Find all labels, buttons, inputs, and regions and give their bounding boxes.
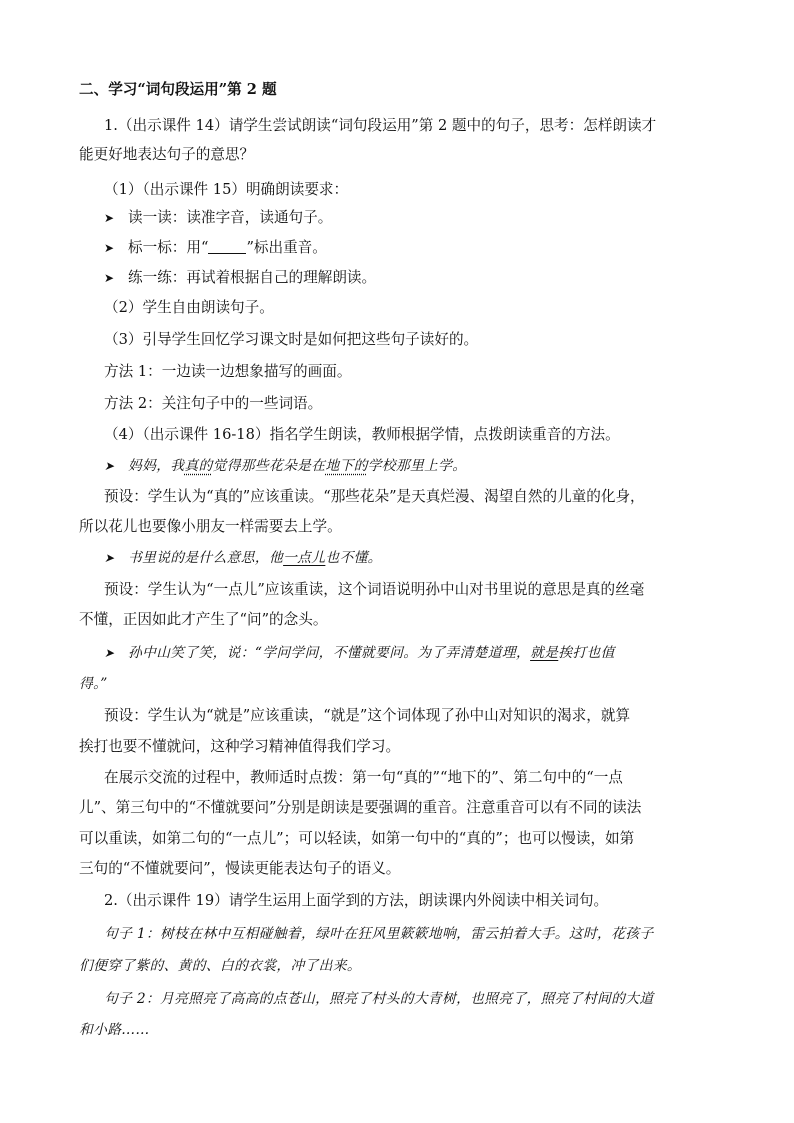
- reading-sentence-1-line-1: 句子 1：树枝在林中互相碰触着，绿叶在狂风里簌簌地响，雷云拍着大手。这时，花孩子: [104, 926, 654, 942]
- arrow-bullet-icon: ➤: [104, 459, 115, 473]
- reading-sentence-1-line-2: 们便穿了紫的、黄的、白的衣裳，冲了出来。: [79, 958, 361, 974]
- bullet-mark-text-post: ”标出重音。: [246, 239, 327, 256]
- example-sentence-3: [104, 643, 615, 663]
- bullet-practice-text: 练一练：再试着根据自己的理解朗读。: [128, 269, 377, 286]
- bullet-mark-text-pre: 标一标：用“: [128, 239, 209, 256]
- bullet-read-text: 读一读：读准字音，读通句子。: [128, 209, 333, 226]
- step-4: （4）（出示课件 16-18）指名学生朗读，教师根据学情，点拨朗读重音的方法。: [104, 426, 620, 443]
- arrow-bullet-icon: ➤: [104, 271, 115, 285]
- teacher-note-line-2: 儿”、第三句中的“不懂就要问”分别是朗读是要强调的重音。注意重音可以有不同的读法: [79, 799, 642, 816]
- stressed-word: 地下的: [325, 458, 368, 474]
- sentence-text: 书里说的是什么意思，他: [128, 550, 284, 566]
- sentence-text: 学校那里上学。: [367, 458, 467, 474]
- arrow-bullet-icon: ➤: [104, 646, 115, 660]
- arrow-bullet-icon: ➤: [104, 211, 115, 225]
- method-2: 方法 2：关注句子中的一些词语。: [104, 395, 323, 412]
- stressed-word: 真的: [184, 458, 213, 474]
- section-heading: 二、学习“词句段运用”第 2 题: [79, 81, 277, 98]
- bullet-mark: [104, 238, 327, 258]
- paragraph-1-line-1: 1.（出示课件 14）请学生尝试朗读“词句段运用”第 2 题中的句子，思考：怎样朗读才: [104, 117, 657, 134]
- preset-2-line-2: 不懂，正因如此才产生了“问”的念头。: [79, 611, 328, 628]
- arrow-bullet-icon: ➤: [104, 241, 115, 255]
- preset-1-line-2: 所以花儿也要像小朋友一样需要去上学。: [79, 518, 342, 535]
- reading-sentence-2-line-2: 和小路……: [79, 1022, 150, 1038]
- preset-3-line-2: 挨打也要不懂就问，这种学习精神值得我们学习。: [79, 738, 401, 755]
- teacher-note-line-3: 可以重读，如第二句的“一点儿”；可以轻读，如第一句中的“真的”；也可以慢读，如第: [79, 830, 635, 847]
- sentence-text: 觉得那些花朵是在: [212, 458, 326, 474]
- step-1: （1）（出示课件 15）明确朗读要求：: [104, 181, 349, 198]
- method-1: 方法 1：一边读一边想象描写的画面。: [104, 363, 352, 380]
- paragraph-1-line-2: 能更好地表达句子的意思？: [79, 146, 255, 163]
- example-sentence-2: [104, 548, 382, 568]
- step-3: （3）引导学生回忆学习课文时是如何把这些句子读好的。: [104, 331, 479, 348]
- example-sentence-1: [104, 456, 466, 476]
- underline-blank: [208, 239, 246, 254]
- sentence-text: 也不懂。: [325, 550, 382, 566]
- stressed-word: 就是: [530, 645, 559, 661]
- teacher-note-line-4: 三句的“不懂就要问”，慢读更能表达句子的语义。: [79, 860, 401, 877]
- arrow-bullet-icon: ➤: [104, 551, 115, 565]
- sentence-text: 挨打也值: [558, 645, 615, 661]
- bullet-practice: [104, 268, 376, 288]
- sentence-text: 妈妈，我: [128, 458, 185, 474]
- preset-1-line-1: 预设：学生认为“真的”应该重读。“那些花朵”是天真烂漫、渴望自然的儿童的化身，: [104, 488, 645, 505]
- stressed-word: 一点儿: [283, 550, 326, 566]
- preset-3-line-1: 预设：学生认为“就是”应该重读，“就是”这个词体现了孙中山对知识的渴求，就算: [104, 707, 631, 724]
- paragraph-2: 2.（出示课件 19）请学生运用上面学到的方法，朗读课内外阅读中相关词句。: [104, 892, 609, 909]
- sentence-text: 孙中山笑了笑，说：“学问学问，: [128, 645, 333, 661]
- sentence-text: 。为了弄清楚道理，: [403, 645, 531, 661]
- reading-sentence-2-line-1: 句子 2：月亮照亮了高高的点苍山，照亮了村头的大青树，也照亮了，照亮了村间的大道: [104, 991, 654, 1007]
- stressed-word: 不懂就要问: [332, 645, 404, 661]
- step-2: （2）学生自由朗读句子。: [104, 299, 274, 316]
- example-sentence-3-cont: 得。”: [79, 676, 108, 692]
- preset-2-line-1: 预设：学生认为“一点儿”应该重读，这个词语说明孙中山对书里说的意思是真的丝毫: [104, 581, 645, 598]
- teacher-note-line-1: 在展示交流的过程中，教师适时点拨：第一句“真的”“地下的”、第二句中的“一点: [104, 769, 623, 786]
- bullet-read: [104, 208, 332, 228]
